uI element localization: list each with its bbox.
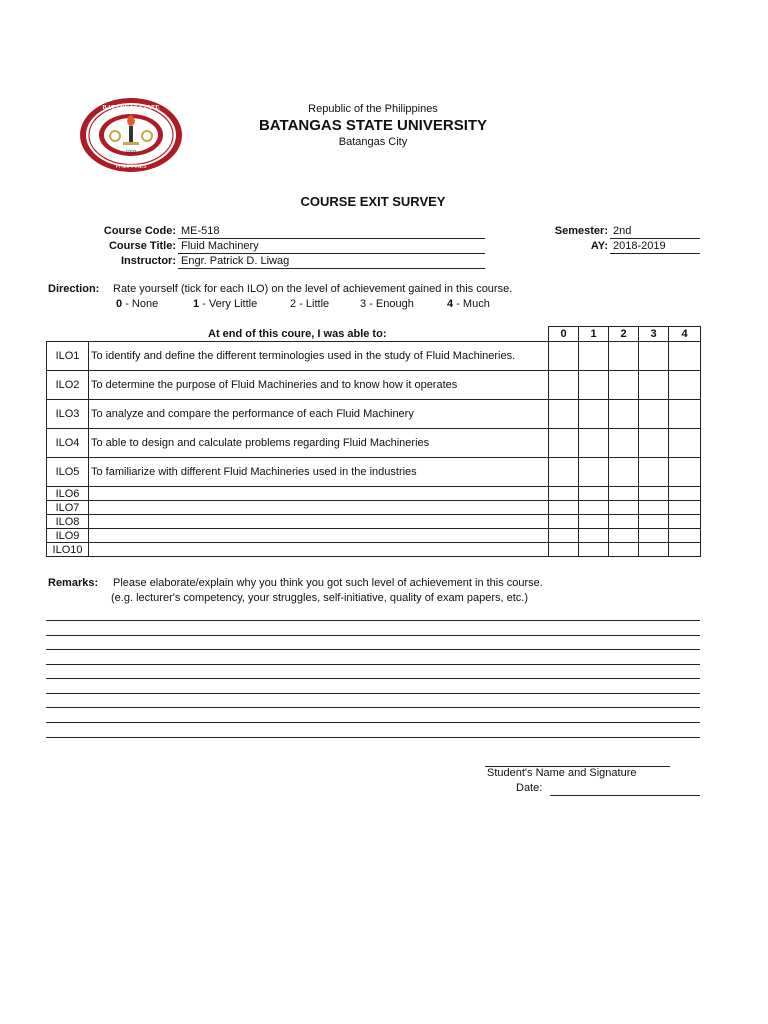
rating-cell-4[interactable]: [669, 458, 701, 487]
rating-cell-0[interactable]: [549, 342, 579, 371]
remarks-line[interactable]: [46, 722, 700, 723]
remarks-line[interactable]: [46, 678, 700, 679]
ilo-text: [89, 543, 549, 557]
svg-text:PHILIPPINES: PHILIPPINES: [115, 164, 147, 170]
rating-cell-0[interactable]: [549, 371, 579, 400]
rating-cell-2[interactable]: [609, 515, 639, 529]
course-code-field[interactable]: ME-518: [178, 225, 485, 239]
table-row: [47, 543, 701, 557]
table-row: [47, 342, 701, 371]
city-text: Batangas City: [338, 136, 408, 148]
rating-cell-3[interactable]: [639, 458, 669, 487]
ilo-code: ILO5: [47, 458, 89, 487]
semester-field[interactable]: 2nd: [610, 225, 700, 239]
rating-cell-4[interactable]: [669, 501, 701, 515]
ilo-code: ILO6: [47, 487, 89, 501]
rating-cell-1[interactable]: [579, 342, 609, 371]
ilo-code: ILO10: [47, 543, 89, 557]
rating-cell-1[interactable]: [579, 543, 609, 557]
ilo-code: ILO7: [47, 501, 89, 515]
remarks-line[interactable]: [46, 693, 700, 694]
table-header-row: [47, 327, 701, 342]
rating-cell-2[interactable]: [609, 529, 639, 543]
table-row: [47, 529, 701, 543]
rating-cell-2[interactable]: [609, 543, 639, 557]
rating-cell-4[interactable]: [669, 400, 701, 429]
remarks-example: (e.g. lecturer's competency, your struggles, self-initiative, quality of exam papers, etc.): [111, 592, 529, 604]
rating-cell-2[interactable]: [609, 400, 639, 429]
rating-cell-0[interactable]: [549, 515, 579, 529]
rating-cell-1[interactable]: [579, 429, 609, 458]
scale-item-3: 3 - Enough: [360, 298, 414, 310]
rating-cell-3[interactable]: [639, 543, 669, 557]
rating-cell-2[interactable]: [609, 501, 639, 515]
rating-cell-1[interactable]: [579, 400, 609, 429]
instructor-field[interactable]: Engr. Patrick D. Liwag: [178, 255, 485, 269]
rating-cell-4[interactable]: [669, 487, 701, 501]
ilo-text: To able to design and calculate problems regarding Fluid Machineries: [89, 429, 549, 458]
rating-cell-1[interactable]: [579, 501, 609, 515]
ilo-code: ILO9: [47, 529, 89, 543]
rating-cell-0[interactable]: [549, 487, 579, 501]
table-row: [47, 515, 701, 529]
table-lead-text: At end of this coure, I was able to:: [208, 327, 387, 340]
table-row: [47, 371, 701, 400]
instructor-label: Instructor:: [121, 255, 176, 267]
rating-cell-3[interactable]: [639, 342, 669, 371]
rating-cell-4[interactable]: [669, 342, 701, 371]
course-title-label: Course Title:: [108, 240, 176, 252]
course-code-label: Course Code:: [103, 225, 176, 237]
date-label: Date:: [516, 782, 543, 794]
rating-cell-4[interactable]: [669, 371, 701, 400]
rating-cell-3[interactable]: [639, 487, 669, 501]
ilo-text: [89, 515, 549, 529]
table-row: [47, 429, 701, 458]
ilo-text: To analyze and compare the performance of each Fluid Machinery: [89, 400, 549, 429]
ilo-code: ILO4: [47, 429, 89, 458]
ay-label: AY:: [590, 240, 608, 252]
remarks-line[interactable]: [46, 707, 700, 708]
republic-text: Republic of the Philippines: [308, 103, 438, 115]
ilo-text: [89, 501, 549, 515]
rating-cell-4[interactable]: [669, 515, 701, 529]
rating-header-1: 1: [579, 327, 609, 342]
scale-item-2: 2 - Little: [290, 298, 330, 310]
university-name: BATANGAS STATE UNIVERSITY: [258, 117, 488, 134]
rating-cell-2[interactable]: [609, 342, 639, 371]
rating-cell-0[interactable]: [549, 529, 579, 543]
scale-item-1: 1 - Very Little: [193, 298, 258, 310]
table-row: [47, 400, 701, 429]
remarks-line[interactable]: [46, 649, 700, 650]
ilo-text: [89, 529, 549, 543]
ilo-rating-table: [46, 326, 701, 557]
ilo-text: [89, 487, 549, 501]
rating-cell-1[interactable]: [579, 515, 609, 529]
remarks-instruction: Please elaborate/explain why you think you got such level of achievement in this course.: [113, 577, 543, 589]
rating-cell-3[interactable]: [639, 529, 669, 543]
ilo-text: To identify and define the different terminologies used in the study of Fluid Machineries.: [89, 342, 549, 371]
table-row: [47, 501, 701, 515]
rating-cell-4[interactable]: [669, 543, 701, 557]
rating-cell-3[interactable]: [639, 371, 669, 400]
course-title-field[interactable]: Fluid Machinery: [178, 240, 485, 254]
rating-cell-2[interactable]: [609, 429, 639, 458]
ilo-text: To familiarize with different Fluid Machineries used in the industries: [89, 458, 549, 487]
ilo-code: ILO2: [47, 371, 89, 400]
rating-cell-1[interactable]: [579, 371, 609, 400]
ilo-text: To determine the purpose of Fluid Machineries and to know how it operates: [89, 371, 549, 400]
rating-cell-2[interactable]: [609, 458, 639, 487]
remarks-line[interactable]: [46, 664, 700, 665]
signature-label: Student's Name and Signature: [487, 767, 637, 779]
rating-header-4: 4: [669, 327, 701, 342]
rating-cell-3[interactable]: [639, 515, 669, 529]
rating-cell-3[interactable]: [639, 400, 669, 429]
remarks-line[interactable]: [46, 737, 700, 738]
table-row: [47, 487, 701, 501]
semester-label: Semester:: [554, 225, 608, 237]
svg-text:1903: 1903: [125, 150, 137, 156]
ilo-code: ILO3: [47, 400, 89, 429]
university-seal-logo: [78, 96, 184, 174]
rating-header-3: 3: [639, 327, 669, 342]
direction-text: Rate yourself (tick for each ILO) on the level of achievement gained in this course.: [113, 283, 513, 295]
ilo-code: ILO1: [47, 342, 89, 371]
rating-cell-0[interactable]: [549, 458, 579, 487]
remarks-line[interactable]: [46, 620, 700, 621]
page-title: COURSE EXIT SURVEY: [300, 194, 446, 209]
scale-item-0: 0 - None: [116, 298, 159, 310]
scale-item-4: 4 - Much: [447, 298, 490, 310]
remarks-line[interactable]: [46, 635, 700, 636]
rating-cell-0[interactable]: [549, 400, 579, 429]
remarks-label: Remarks:: [48, 577, 99, 589]
rating-cell-1[interactable]: [579, 458, 609, 487]
rating-cell-1[interactable]: [579, 529, 609, 543]
ilo-code: ILO8: [47, 515, 89, 529]
table-row: [47, 458, 701, 487]
rating-cell-2[interactable]: [609, 487, 639, 501]
rating-cell-1[interactable]: [579, 487, 609, 501]
ay-field[interactable]: 2018-2019: [610, 240, 700, 254]
date-line[interactable]: [550, 795, 700, 796]
rating-cell-0[interactable]: [549, 543, 579, 557]
direction-label: Direction:: [48, 283, 100, 295]
rating-cell-4[interactable]: [669, 429, 701, 458]
rating-cell-2[interactable]: [609, 371, 639, 400]
rating-cell-4[interactable]: [669, 529, 701, 543]
rating-cell-3[interactable]: [639, 429, 669, 458]
rating-cell-3[interactable]: [639, 501, 669, 515]
rating-header-2: 2: [609, 327, 639, 342]
rating-header-0: 0: [549, 327, 579, 342]
rating-cell-0[interactable]: [549, 501, 579, 515]
rating-cell-0[interactable]: [549, 429, 579, 458]
svg-text:BATANGAS STATE: BATANGAS STATE: [102, 104, 160, 111]
